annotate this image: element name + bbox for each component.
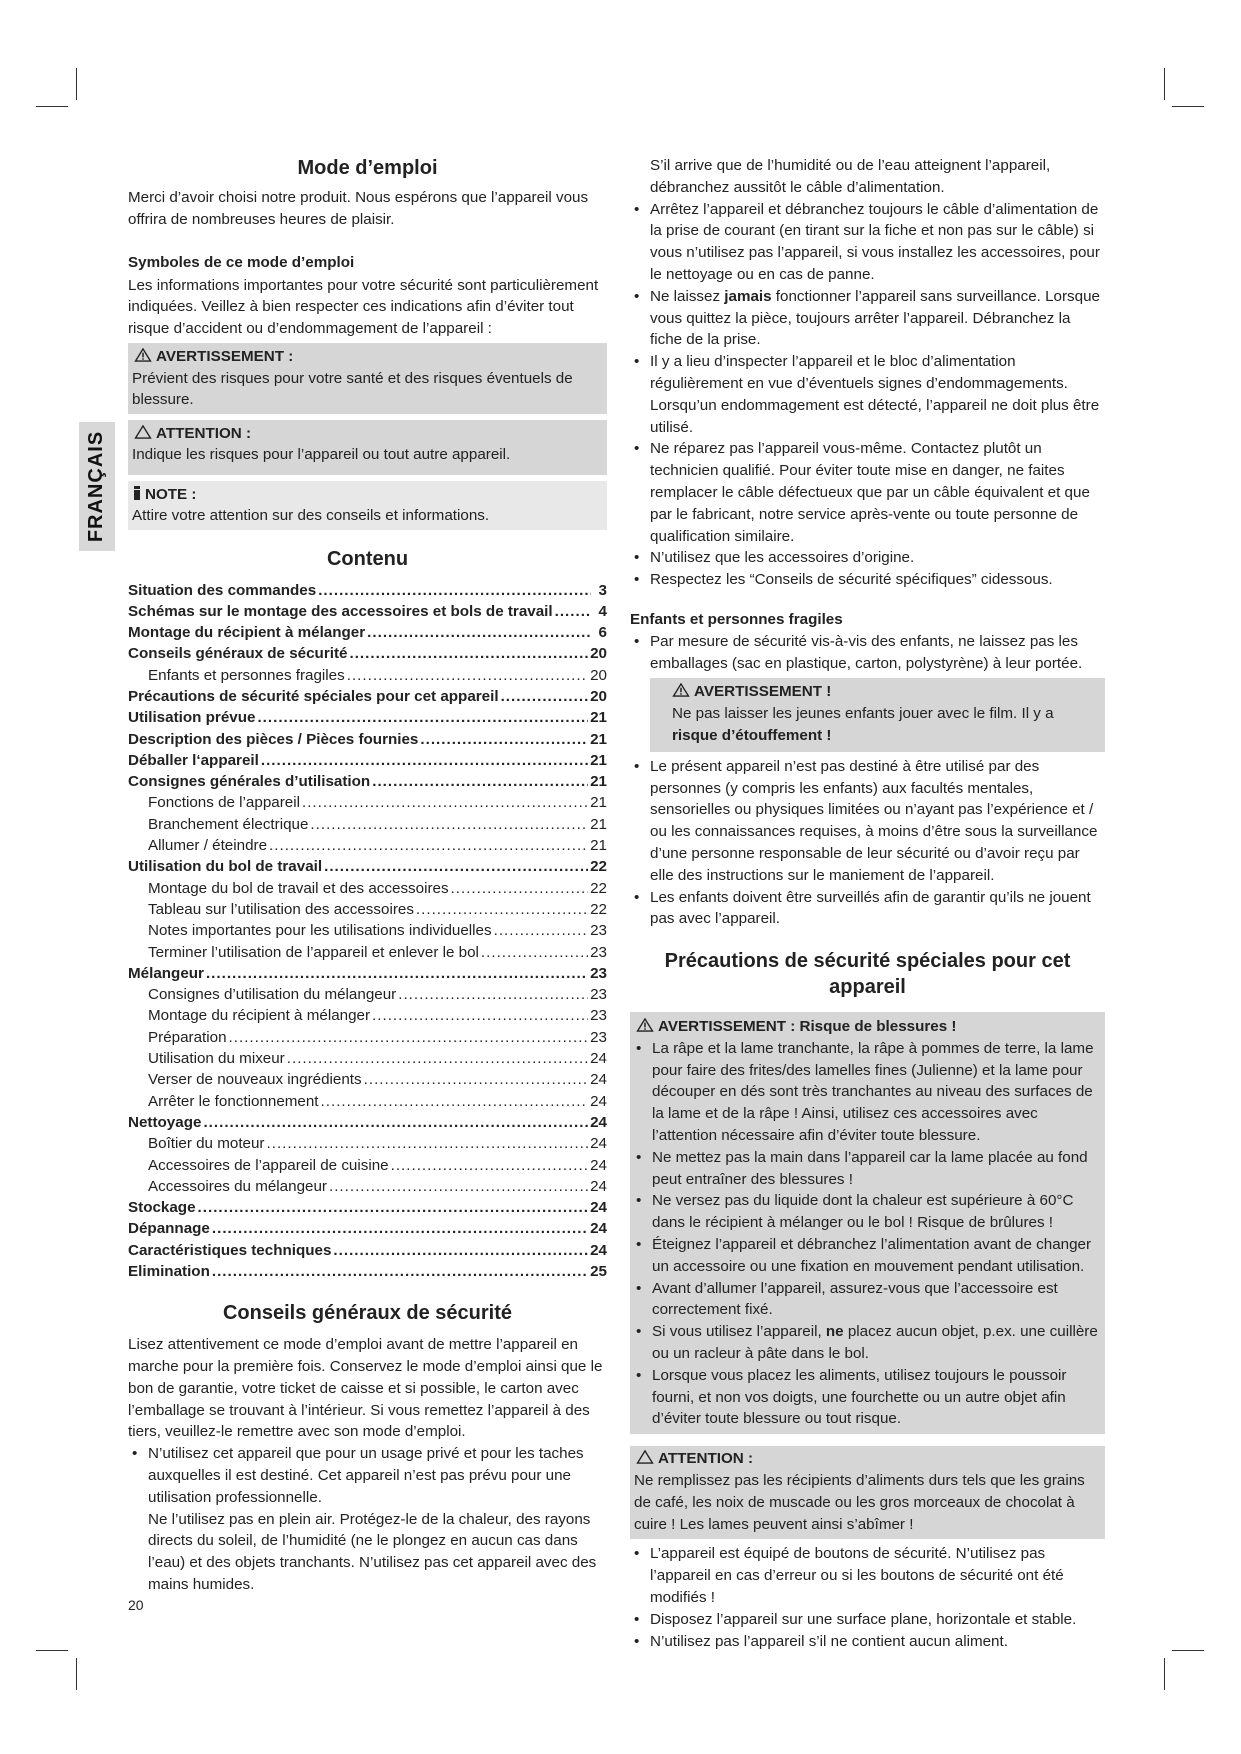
list-item: • Avant d’allumer l’appareil, assurez-vous que l’accessoire est correctement fixé. xyxy=(632,1278,1099,1322)
toc-entry-page: 24 xyxy=(590,1135,607,1153)
bullet-emphasis: jamais xyxy=(724,287,772,305)
list-item xyxy=(630,286,1105,351)
warning-title-row xyxy=(132,346,603,368)
toc-entry-title: Déballer l‘appareil xyxy=(128,751,259,769)
toc-entry xyxy=(128,920,607,941)
bullet-text: Ne laissez xyxy=(650,287,725,305)
table-of-contents xyxy=(128,580,607,1283)
precautions-attention-box xyxy=(630,1446,1105,1539)
precautions-warning-title: AVERTISSEMENT : Risque de blessures ! xyxy=(658,1018,957,1036)
toc-entry-page: 21 xyxy=(590,794,607,812)
toc-entry xyxy=(128,1261,607,1282)
toc-entry-page: 23 xyxy=(590,964,607,982)
right-column xyxy=(630,155,1105,1652)
children-bullets-2 xyxy=(630,756,1105,930)
toc-leader xyxy=(324,856,588,877)
toc-entry-page: 25 xyxy=(590,1263,607,1280)
children-warning-title: AVERTISSEMENT ! xyxy=(694,683,832,701)
note-text: Attire votre attention sur des conseils et informations. xyxy=(132,507,490,524)
toc-entry-page: 21 xyxy=(590,773,607,791)
toc-entry-page: 24 xyxy=(590,1113,607,1131)
list-item: • Éteignez l’appareil et débranchez l’alimentation avant de changer un accessoire ou une fixation en mouvement pendant utilisation. xyxy=(632,1234,1099,1278)
list-item: • N’utilisez que les accessoires d’origine. xyxy=(630,547,1105,569)
toc-entry-title: Description des pièces / Pièces fournies xyxy=(128,730,419,748)
toc-entry xyxy=(128,984,607,1005)
toc-entry xyxy=(128,601,607,622)
precautions-title: Précautions de sécurité spéciales pour cet appareil xyxy=(664,950,1071,999)
bullet-text: fonctionner l’appareil sans surveillance. Lorsque vous quittez la pièce, toujours arrêter l’appareil. Débranchez la fiche de la prise. xyxy=(650,287,1100,349)
crop-mark xyxy=(1164,1658,1165,1690)
toc-entry-title: Tableau sur l’utilisation des accessoires xyxy=(148,900,414,918)
children-warning-title-row xyxy=(672,681,1099,703)
toc-leader xyxy=(420,729,588,750)
toc-entry xyxy=(128,1048,607,1069)
crop-mark xyxy=(36,106,68,107)
toc-entry xyxy=(128,665,607,686)
attention-icon xyxy=(134,425,152,439)
toc-leader xyxy=(494,920,589,941)
toc-entry-title: Dépannage xyxy=(128,1220,210,1238)
toc-leader xyxy=(212,1261,588,1282)
crop-mark xyxy=(36,1650,68,1651)
toc-entry-title: Caractéristiques techniques xyxy=(128,1241,332,1259)
toc-entry xyxy=(128,643,607,664)
list-item: • Les enfants doivent être surveillés afin de garantir qu’ils ne jouent pas avec l’appareil. xyxy=(630,887,1105,931)
toc-entry xyxy=(128,899,607,920)
list-item: • Par mesure de sécurité vis-à-vis des enfants, ne laissez pas les emballages (sac en plastique, carton, polystyrène) à leur portée. xyxy=(630,631,1105,675)
toc-entry-title: Terminer l’utilisation de l’appareil et enlever le bol xyxy=(148,943,479,961)
toc-entry xyxy=(128,771,607,792)
warning-title: AVERTISSEMENT : xyxy=(156,348,294,365)
toc-entry-page: 24 xyxy=(590,1071,607,1089)
contents-title: Contenu xyxy=(326,547,409,570)
toc-entry-title: Enfants et personnes fragiles xyxy=(148,666,345,684)
toc-entry-title: Schémas sur le montage des accessoires et bols de travail xyxy=(128,602,553,620)
toc-entry xyxy=(128,750,607,771)
manual-title: Mode d’emploi xyxy=(297,157,438,179)
toc-entry-page: 21 xyxy=(590,837,607,855)
toc-entry-page: 23 xyxy=(590,1028,607,1046)
toc-entry-page: 21 xyxy=(590,709,607,727)
warning-box xyxy=(128,343,607,414)
toc-leader xyxy=(416,899,588,920)
list-item xyxy=(632,1321,1099,1365)
precautions-warning-box xyxy=(630,1012,1105,1434)
children-warning-text xyxy=(672,703,1099,747)
toc-entry-title: Allumer / éteindre xyxy=(148,837,268,855)
toc-entry-page: 23 xyxy=(590,1007,607,1025)
page-number: 20 xyxy=(128,1597,144,1613)
note-box xyxy=(128,481,607,530)
toc-entry xyxy=(128,1155,607,1176)
list-item: • Arrêtez l’appareil et débranchez toujours le câble d’alimentation de la prise de courant (en tirant sur la fiche et non pas sur le câble) si vous n’utilisez pas l’appareil, si vous installez les accessoires, pour le nettoyage ou en cas de panne. xyxy=(630,199,1105,286)
attention-text: Indique les risques pour l’appareil ou tout autre appareil. xyxy=(132,446,511,463)
toc-entry-page: 22 xyxy=(590,900,607,918)
toc-entry-title: Mélangeur xyxy=(128,964,204,982)
toc-leader xyxy=(310,814,588,835)
toc-entry-page: 20 xyxy=(590,687,607,705)
toc-leader xyxy=(287,1048,588,1069)
precautions-attention-title-row xyxy=(634,1448,1101,1470)
toc-entry-page: 23 xyxy=(590,943,607,961)
toc-entry-page: 24 xyxy=(590,1199,607,1217)
toc-entry-page: 24 xyxy=(590,1241,607,1259)
toc-entry-title: Notes importantes pour les utilisations individuelles xyxy=(148,922,492,940)
toc-leader xyxy=(481,942,588,963)
list-item: • Il y a lieu d’inspecter l’appareil et le bloc d’alimentation régulièrement en vue d’éventuels signes d’endommagements. Lorsqu’un endommagement est détecté, l’appareil ne doit plus être utilisé. xyxy=(630,351,1105,438)
warning-icon xyxy=(134,348,152,362)
toc-entry-title: Branchement électrique xyxy=(148,815,309,833)
toc-leader xyxy=(229,1027,589,1048)
toc-leader xyxy=(321,1091,589,1112)
toc-entry-title: Boîtier du moteur xyxy=(148,1135,265,1153)
toc-leader xyxy=(318,580,591,601)
language-tab xyxy=(79,422,115,551)
precautions-attention-title: ATTENTION : xyxy=(658,1450,754,1468)
toc-entry-title: Utilisation prévue xyxy=(128,709,256,727)
crop-mark xyxy=(1164,68,1165,100)
toc-entry xyxy=(128,580,607,601)
toc-entry xyxy=(128,1091,607,1112)
toc-entry xyxy=(128,1240,607,1261)
toc-entry-page: 4 xyxy=(598,602,607,620)
crop-mark xyxy=(76,68,77,100)
toc-leader xyxy=(372,771,588,792)
final-bullets xyxy=(630,1543,1105,1652)
symbols-text: Les informations importantes pour votre sécurité sont particulièrement indiquées. Veillez à bien respecter ces indications afin d’éviter tout risque d’accident ou d’endommagement de l’appareil : xyxy=(128,276,599,337)
toc-leader xyxy=(364,1069,588,1090)
toc-entry xyxy=(128,835,607,856)
toc-leader xyxy=(347,665,588,686)
toc-leader xyxy=(267,1133,589,1154)
toc-leader xyxy=(261,750,588,771)
precautions-bullets xyxy=(632,1038,1099,1430)
toc-entry xyxy=(128,1112,607,1133)
toc-entry-page: 23 xyxy=(590,922,607,940)
warning-icon xyxy=(636,1018,654,1032)
toc-entry xyxy=(128,1027,607,1048)
toc-leader xyxy=(349,643,588,664)
safety-bullet-1: N’utilisez cet appareil que pour un usage privé et pour les taches auxquelles il est destiné. Cet appareil n’est pas prévu pour une utilisation professionnelle. xyxy=(148,1445,584,1506)
toc-leader xyxy=(333,1240,588,1261)
toc-entry-page: 24 xyxy=(590,1177,607,1195)
toc-leader xyxy=(555,601,591,622)
list-item: • Ne réparez pas l’appareil vous-même. Contactez plutôt un technicien qualifié. Pour éviter toute mise en danger, ne faites remplacer le câble défectueux que par un câble équivalent et que par le fabricant, notre service après-vente ou toute personne de qualification similaire. xyxy=(630,438,1105,547)
toc-entry-title: Situation des commandes xyxy=(128,581,317,599)
children-heading: Enfants et personnes fragiles xyxy=(630,610,843,628)
precautions-warning-title-row xyxy=(632,1016,1099,1038)
toc-entry xyxy=(128,622,607,643)
toc-entry-title: Accessoires de l’appareil de cuisine xyxy=(148,1156,389,1174)
list-item: • Ne versez pas du liquide dont la chaleur est supérieure à 60°C dans le récipient à mélanger ou le bol ! Risque de brûlures ! xyxy=(632,1190,1099,1234)
symbols-heading: Symboles de ce mode d’emploi xyxy=(128,254,355,271)
toc-leader xyxy=(257,707,588,728)
toc-leader xyxy=(212,1218,588,1239)
toc-entry-title: Stockage xyxy=(128,1199,196,1217)
bullet-text: placez aucun objet, p.ex. une cuillère ou un racleur à pâte dans le bol. xyxy=(652,1323,1098,1363)
toc-leader xyxy=(391,1155,588,1176)
toc-leader xyxy=(302,792,588,813)
safety-bullets xyxy=(128,1443,607,1596)
list-item: • Le présent appareil n’est pas destiné à être utilisé par des personnes (y compris les enfants) aux facultés mentales, sensorielles ou physiques limitées ou n’ayant pas l’expérience et / ou les connaissances requises, à moins d’être sous la surveillance d’une personne responsable de leur sécurité ou d’avoir reçu par elle des instructions sur le maniement de l’appareil. xyxy=(630,756,1105,887)
list-item: • Ne mettez pas la main dans l’appareil car la lame placée au fond peut entraîner des blessures ! xyxy=(632,1147,1099,1191)
list-item: • Lorsque vous placez les aliments, utilisez toujours le poussoir fourni, et non vos doigts, une fourchette ou un autre objet afin d’éviter toute blessure ou tout risque. xyxy=(632,1365,1099,1430)
toc-leader xyxy=(451,878,589,899)
toc-entry-page: 24 xyxy=(590,1050,607,1068)
toc-entry-title: Montage du récipient à mélanger xyxy=(148,1007,371,1025)
toc-leader xyxy=(367,622,591,643)
toc-entry-title: Montage du récipient à mélanger xyxy=(128,624,366,642)
info-icon xyxy=(132,486,142,500)
toc-entry-page: 22 xyxy=(590,879,607,897)
warning-text: Prévient des risques pour votre santé et des risques éventuels de blessure. xyxy=(132,369,573,408)
toc-entry xyxy=(128,707,607,728)
note-title-row xyxy=(132,484,603,506)
children-warning-box xyxy=(650,678,1105,751)
toc-entry-page: 24 xyxy=(590,1156,607,1174)
toc-entry-page: 21 xyxy=(590,751,607,769)
safety-intro: Lisez attentivement ce mode d’emploi avant de mettre l’appareil en marche pour la première fois. Conservez le mode d’emploi ainsi que le bon de garantie, votre ticket de caisse et si possible, le carton avec l’emballage se trouvant à l’intérieur. Si vous remettez l’appareil à des tiers, veuillez-le remettre avec son mode d’emploi. xyxy=(128,1336,603,1441)
list-item: • L’appareil est équipé de boutons de sécurité. N’utilisez pas l’appareil en cas d’erreur ou si les boutons de sécurité ont été modifiés ! xyxy=(630,1543,1105,1608)
safety-title: Conseils généraux de sécurité xyxy=(222,1302,512,1325)
toc-entry xyxy=(128,856,607,877)
toc-entry-title: Préparation xyxy=(148,1028,227,1046)
toc-leader xyxy=(398,984,588,1005)
toc-leader xyxy=(501,686,589,707)
toc-entry xyxy=(128,942,607,963)
safety-bullet-1b: Ne l’utilisez pas en plein air. Protégez-le de la chaleur, des rayons directs du soleil, de l’humidité (ne le plongez en aucun cas dans l’eau) et des objets tranchants. N’utilisez pas cet appareil avec des mains humides. xyxy=(148,1510,597,1594)
toc-entry-title: Utilisation du mixeur xyxy=(148,1050,285,1068)
list-item: • Disposez l’appareil sur une surface plane, horizontale et stable. xyxy=(630,1609,1105,1631)
attention-icon xyxy=(636,1450,654,1464)
left-column xyxy=(128,155,607,1596)
toc-entry-title: Fonctions de l’appareil xyxy=(148,794,300,812)
crop-mark xyxy=(76,1658,77,1690)
toc-entry-page: 24 xyxy=(590,1092,607,1110)
toc-entry-title: Arrêter le fonctionnement xyxy=(148,1092,319,1110)
note-title: NOTE : xyxy=(145,485,197,503)
toc-entry xyxy=(128,1197,607,1218)
toc-entry-page: 21 xyxy=(590,815,607,833)
toc-entry xyxy=(128,792,607,813)
toc-leader xyxy=(198,1197,589,1218)
toc-leader xyxy=(329,1176,588,1197)
toc-entry xyxy=(128,729,607,750)
right-bullets xyxy=(630,199,1105,591)
toc-entry xyxy=(128,878,607,899)
toc-entry-page: 23 xyxy=(590,986,607,1004)
toc-leader xyxy=(203,1112,588,1133)
toc-entry-page: 24 xyxy=(590,1220,607,1238)
toc-entry xyxy=(128,1218,607,1239)
toc-entry-title: Nettoyage xyxy=(128,1113,202,1131)
toc-entry-title: Utilisation du bol de travail xyxy=(128,858,323,876)
toc-entry-title: Verser de nouveaux ingrédients xyxy=(148,1071,362,1089)
toc-entry-title: Précautions de sécurité spéciales pour cet appareil xyxy=(128,687,499,705)
toc-entry xyxy=(128,963,607,984)
toc-entry-title: Montage du bol de travail et des accessoires xyxy=(148,879,449,897)
attention-box xyxy=(128,420,607,475)
toc-entry xyxy=(128,1069,607,1090)
attention-title-row xyxy=(132,423,603,445)
precautions-attention-text: Ne remplissez pas les récipients d’aliments durs tels que les grains de café, les noix de muscade ou les gros morceaux de chocolat à cuire ! Les lames peuvent ainsi s’abîmer ! xyxy=(634,1472,1085,1533)
language-tab-label: FRANÇAIS xyxy=(85,430,108,543)
list-item: • N’utilisez pas l’appareil s’il ne contient aucun aliment. xyxy=(630,1631,1105,1653)
toc-entry xyxy=(128,1176,607,1197)
bullet-text: Si vous utilisez l’appareil, xyxy=(652,1323,826,1341)
warning-emphasis: risque d’étouffement ! xyxy=(672,726,832,744)
warning-text: Ne pas laisser les jeunes enfants jouer avec le film. Il y a xyxy=(672,705,1054,723)
toc-entry xyxy=(128,1133,607,1154)
attention-title: ATTENTION : xyxy=(156,424,252,442)
toc-entry xyxy=(128,814,607,835)
toc-entry-page: 22 xyxy=(590,858,607,876)
toc-entry-page: 20 xyxy=(590,666,607,684)
list-item xyxy=(128,1443,607,1596)
children-bullets xyxy=(630,631,1105,675)
intro-text: Merci d’avoir choisi notre produit. Nous espérons que l’appareil vous offrira de nombreuses heures de plaisir. xyxy=(128,189,589,228)
toc-entry-title: Conseils généraux de sécurité xyxy=(128,645,348,663)
toc-leader xyxy=(206,963,588,984)
toc-entry-page: 6 xyxy=(598,624,607,642)
toc-entry-title: Accessoires du mélangeur xyxy=(148,1177,327,1195)
toc-entry-page: 20 xyxy=(590,645,607,663)
toc-entry-page: 21 xyxy=(590,730,607,748)
toc-leader xyxy=(372,1005,588,1026)
toc-entry-page: 3 xyxy=(598,581,607,599)
toc-leader xyxy=(269,835,588,856)
toc-entry-title: Consignes d’utilisation du mélangeur xyxy=(148,986,397,1004)
list-item: • La râpe et la lame tranchante, la râpe à pommes de terre, la lame pour faire des frites/des lamelles fines (Julienne) et la lame pour découper en dés sont très tranchantes au niveau des surfaces de la lame et de la râpe ! Ainsi, utilisez ces accessoires avec l’attention nécessaire afin d’éviter toute blessure. xyxy=(632,1038,1099,1147)
warning-icon xyxy=(672,683,690,697)
list-item: • Respectez les “Conseils de sécurité spécifiques” cidessous. xyxy=(630,569,1105,591)
toc-entry-title: Consignes générales d’utilisation xyxy=(128,773,371,791)
continued-text: S’il arrive que de l’humidité ou de l’eau atteignent l’appareil, débranchez aussitôt le câble d’alimentation. xyxy=(650,157,1051,196)
bullet-emphasis: ne xyxy=(825,1323,844,1341)
toc-entry xyxy=(128,686,607,707)
toc-entry-title: Elimination xyxy=(128,1263,210,1280)
crop-mark xyxy=(1172,106,1204,107)
toc-entry xyxy=(128,1005,607,1026)
crop-mark xyxy=(1172,1650,1204,1651)
